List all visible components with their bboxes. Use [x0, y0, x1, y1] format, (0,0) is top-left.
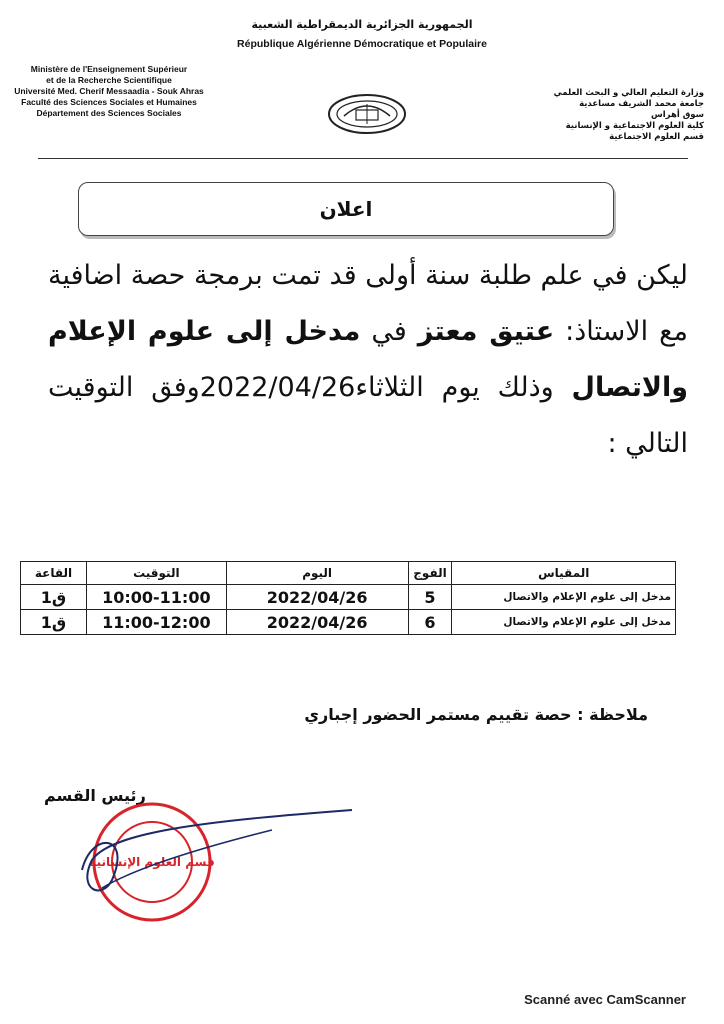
header-divider	[38, 158, 688, 159]
header-room: القاعة	[21, 562, 87, 585]
announcement-title: اعلان	[319, 197, 373, 221]
header-left-line: Département des Sciences Sociales	[36, 108, 182, 118]
header-right-line: سوق أهراس	[651, 110, 704, 120]
body-text-part: ليكن في علم طلبة سنة أولى قد تمت برمجة حصة اضافية مع الاستاذ:	[48, 260, 689, 347]
header-left-line: et de la Recherche Scientifique	[46, 75, 172, 85]
cell-time: 10:00-11:00	[86, 585, 226, 610]
header-right-line: وزارة التعليم العالي و البحث العلمي	[553, 88, 704, 98]
university-logo	[326, 92, 408, 136]
header-day: اليوم	[226, 562, 408, 585]
module-name: مدخل إلى علوم الإعلام والاتصال	[48, 316, 688, 403]
header-french-title: République Algérienne Démocratique et Populaire	[237, 38, 487, 50]
cell-room: ق1	[21, 610, 87, 635]
table-header-row	[21, 562, 676, 585]
department-stamp-and-signature	[72, 800, 372, 930]
body-text-part: وفق التوقيت التالي :	[48, 372, 688, 459]
header-arabic-title: الجمهورية الجزائرية الديمقراطية الشعبية	[251, 18, 473, 31]
cell-module: مدخل إلى علوم الإعلام والاتصال	[452, 585, 676, 610]
session-date: 2022/04/26	[199, 372, 356, 403]
header-right-line: كلية العلوم الاجتماعية و الإنسانية	[565, 121, 704, 131]
header-left-line: Ministère de l'Enseignement Supérieur	[30, 64, 188, 74]
cell-day: 2022/04/26	[226, 585, 408, 610]
header-left-block	[4, 64, 214, 119]
cell-group: 6	[408, 610, 452, 635]
cell-module: مدخل إلى علوم الإعلام والاتصال	[452, 610, 676, 635]
body-text-part: في	[360, 316, 418, 347]
cell-time: 11:00-12:00	[86, 610, 226, 635]
professor-name: عتيق معتز	[417, 316, 555, 347]
table-row	[21, 585, 676, 610]
header-right-block	[524, 88, 704, 143]
scanner-footer: Scanné avec CamScanner	[524, 992, 686, 1007]
table-row	[21, 610, 676, 635]
cell-group: 5	[408, 585, 452, 610]
cell-day: 2022/04/26	[226, 610, 408, 635]
announcement-title-box	[78, 182, 614, 236]
stamp-text: قسم العلوم الإنسانية	[89, 855, 215, 869]
header-module: المقياس	[452, 562, 676, 585]
header-left-line: Université Med. Cherif Messaadia - Souk Ahras	[14, 86, 204, 96]
schedule-table	[20, 561, 676, 635]
header-time: التوقيت	[86, 562, 226, 585]
header-right-line: قسم العلوم الاجتماعية	[609, 132, 704, 142]
cell-room: ق1	[21, 585, 87, 610]
header-left-line: Faculté des Sciences Sociales et Humaines	[21, 97, 197, 107]
department-head-title: رئيس القسم	[44, 786, 146, 805]
announcement-body	[48, 248, 688, 472]
header-right-line: جامعة محمد الشريف مساعدية	[579, 99, 704, 109]
header-group: الفوج	[408, 562, 452, 585]
note-text: ملاحظة : حصة تقييم مستمر الحضور إجباري	[304, 705, 648, 724]
body-text-part: وذلك يوم الثلاثاء	[355, 372, 572, 403]
